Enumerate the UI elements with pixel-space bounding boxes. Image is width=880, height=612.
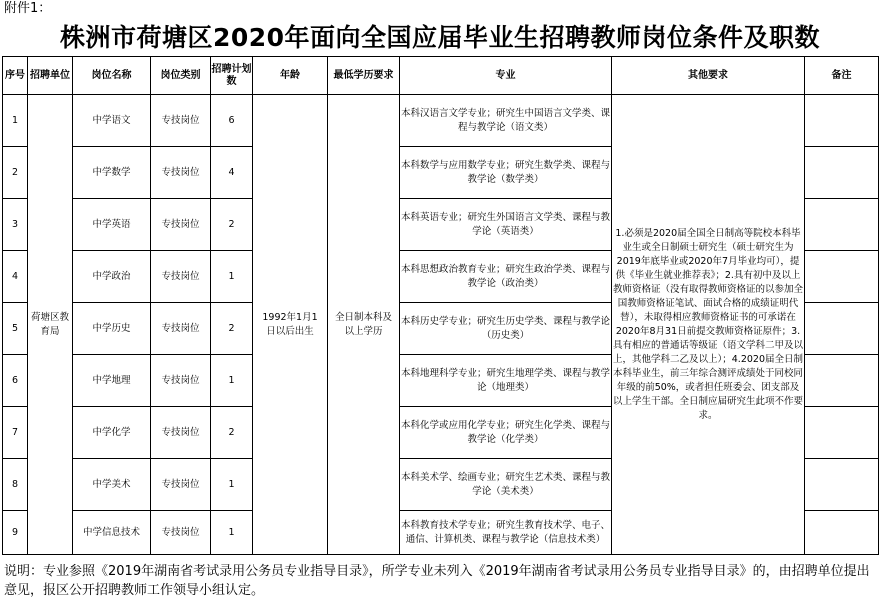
cell-position-name: 中学语文 (73, 95, 151, 147)
cell-position-type: 专技岗位 (151, 147, 211, 199)
cell-seq: 9 (3, 511, 28, 555)
cell-note (805, 459, 879, 511)
cell-position-name: 中学数学 (73, 147, 151, 199)
cell-quota: 6 (211, 95, 253, 147)
cell-note (805, 407, 879, 459)
cell-position-name: 中学化学 (73, 407, 151, 459)
cell-note (805, 251, 879, 303)
cell-quota: 2 (211, 199, 253, 251)
cell-major: 本科数学与应用数学专业；研究生数学类、课程与教学论（数学类） (400, 147, 612, 199)
header-position-type: 岗位类别 (151, 57, 211, 95)
header-major: 专业 (400, 57, 612, 95)
cell-major: 本科汉语言文学专业；研究生中国语言文学类、课程与教学论（语文类） (400, 95, 612, 147)
header-seq: 序号 (3, 57, 28, 95)
cell-position-name: 中学政治 (73, 251, 151, 303)
header-age: 年龄 (253, 57, 328, 95)
cell-position-name: 中学历史 (73, 303, 151, 355)
cell-major: 本科教育技术学专业；研究生教育技术学、电子、通信、计算机类、课程与教学论（信息技术类） (400, 511, 612, 555)
cell-quota: 1 (211, 459, 253, 511)
header-education: 最低学历要求 (328, 57, 400, 95)
cell-seq: 8 (3, 459, 28, 511)
cell-position-type: 专技岗位 (151, 251, 211, 303)
cell-position-name: 中学英语 (73, 199, 151, 251)
cell-seq: 1 (3, 95, 28, 147)
footnote: 说明：专业参照《2019年湖南省考试录用公务员专业指导目录》，所学专业未列入《2019年湖南省考试录用公务员专业指导目录》的，由招聘单位提出意见，报区公开招聘教师工作领导小组认定。 (4, 564, 870, 598)
cell-seq: 3 (3, 199, 28, 251)
cell-position-type: 专技岗位 (151, 303, 211, 355)
table-row (3, 95, 879, 147)
recruitment-table (2, 56, 879, 555)
cell-major: 本科历史学专业；研究生历史学类、课程与教学论（历史类） (400, 303, 612, 355)
cell-quota: 2 (211, 303, 253, 355)
cell-position-type: 专技岗位 (151, 511, 211, 555)
header-quota: 招聘计划数 (211, 57, 253, 95)
cell-quota: 1 (211, 251, 253, 303)
cell-seq: 2 (3, 147, 28, 199)
cell-major: 本科英语专业；研究生外国语言文学类、课程与教学论（英语类） (400, 199, 612, 251)
header-unit: 招聘单位 (28, 57, 73, 95)
cell-position-type: 专技岗位 (151, 459, 211, 511)
document-title: 株洲市荷塘区2020年面向全国应届毕业生招聘教师岗位条件及职数 (59, 23, 821, 52)
header-position-name: 岗位名称 (73, 57, 151, 95)
cell-quota: 1 (211, 355, 253, 407)
cell-position-type: 专技岗位 (151, 199, 211, 251)
header-note: 备注 (805, 57, 879, 95)
cell-other-requirements: 1.必须是2020届全国全日制高等院校本科毕业生或全日制硕士研究生（硕士研究生为2019年底毕业或2020年7月毕业均可），提供《毕业生就业推荐表》；2.具有初中及以上教师资格证（没有取得教师资格证的以参加全国教师资格证笔试、面试合格的成绩证明代替），未取得相应教师资格证书的可承诺在2020年8月31日前提交教师资格证原件；3.具有相应的普通话等级证（语文学科二甲及以上，其他学科二乙及以上）；4.2020届全日制本科毕业生，前三年综合测评成绩处于同校同年级的前50%，或者担任班委会、团支部及以上学生干部。全日制应届研究生此项不作要求。 (612, 95, 805, 555)
cell-unit: 荷塘区教育局 (28, 95, 73, 555)
cell-major: 本科地理科学专业；研究生地理学类、课程与教学论（地理类） (400, 355, 612, 407)
cell-note (805, 511, 879, 555)
cell-seq: 7 (3, 407, 28, 459)
cell-major: 本科思想政治教育专业；研究生政治学类、课程与教学论（政治类） (400, 251, 612, 303)
cell-major: 本科美术学、绘画专业；研究生艺术类、课程与教学论（美术类） (400, 459, 612, 511)
cell-position-name: 中学美术 (73, 459, 151, 511)
cell-position-type: 专技岗位 (151, 355, 211, 407)
cell-position-name: 中学地理 (73, 355, 151, 407)
cell-seq: 4 (3, 251, 28, 303)
cell-seq: 6 (3, 355, 28, 407)
cell-quota: 4 (211, 147, 253, 199)
header-other: 其他要求 (612, 57, 805, 95)
cell-quota: 1 (211, 511, 253, 555)
cell-quota: 2 (211, 407, 253, 459)
attachment-label: 附件1： (4, 1, 52, 16)
cell-age: 1992年1月1日以后出生 (253, 95, 328, 555)
cell-note (805, 355, 879, 407)
cell-note (805, 199, 879, 251)
cell-education: 全日制本科及以上学历 (328, 95, 400, 555)
cell-note (805, 147, 879, 199)
cell-position-type: 专技岗位 (151, 95, 211, 147)
cell-major: 本科化学或应用化学专业；研究生化学类、课程与教学论（化学类） (400, 407, 612, 459)
cell-note (805, 303, 879, 355)
header-row (3, 57, 879, 95)
cell-seq: 5 (3, 303, 28, 355)
cell-note (805, 95, 879, 147)
cell-position-type: 专技岗位 (151, 407, 211, 459)
cell-position-name: 中学信息技术 (73, 511, 151, 555)
